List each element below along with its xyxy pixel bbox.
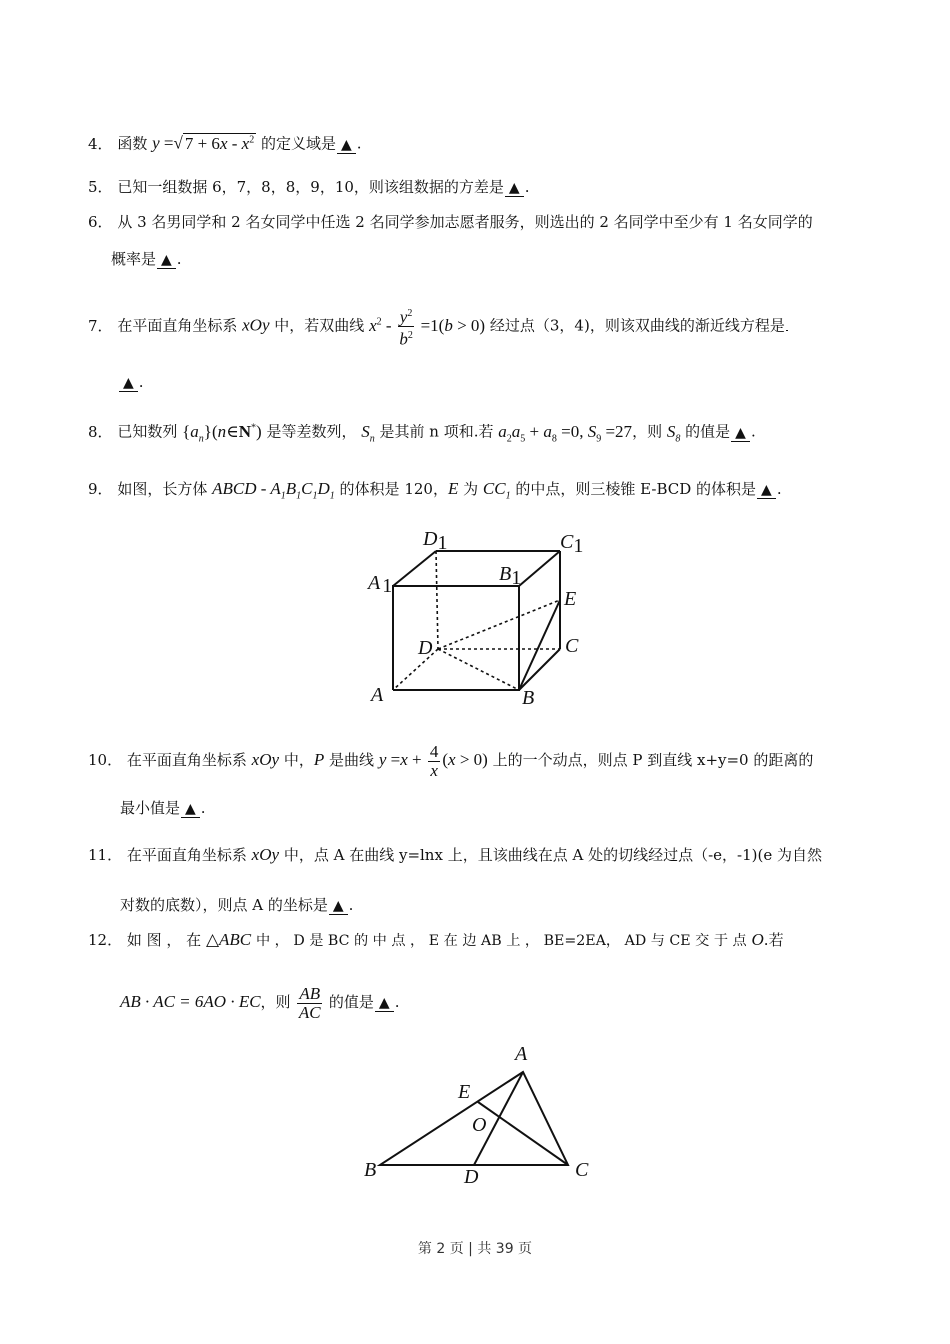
label-a1: A 1	[368, 572, 393, 597]
question-number: 10．	[88, 751, 123, 769]
question-number: 4．	[88, 134, 113, 153]
formula: y	[152, 133, 160, 153]
question-text: 在平面直角坐标系	[126, 751, 247, 769]
coordinate-system: xOy	[251, 750, 280, 769]
question-11	[88, 845, 822, 865]
point-p: P	[313, 750, 325, 769]
edge-cc1: $CC_1$	[482, 479, 511, 502]
question-text: 的值是	[685, 422, 731, 441]
condition-formula: $a_2a_5 + a_8 =0$, $S_9 =27$	[498, 421, 633, 445]
question-number: 11．	[88, 846, 123, 864]
label-b1: B1	[499, 563, 522, 589]
triangle-abc: △ABC	[205, 930, 252, 949]
question-number: 5．	[88, 178, 113, 196]
question-number: 9．	[88, 480, 113, 498]
question-number: 7．	[88, 316, 113, 335]
question-text: 如 图 ， 在	[126, 931, 202, 949]
fraction: $\frac{4}{x}$	[429, 741, 439, 780]
triangle-mark: ▲	[123, 375, 134, 391]
question-text: 上的一个动点，则点 P 到直线 x+y=0 的距离的	[492, 751, 814, 769]
question-4: 4． 函数 y =√ $7 + 6x - x^2$ 的定义域是 ▲ .	[88, 133, 362, 153]
question-number: 8．	[88, 422, 113, 441]
cuboid-name: ABCD - $A_1B_1C_1D_1$	[212, 479, 335, 502]
question-text: 的定义域是	[260, 134, 336, 153]
answer-blank	[181, 800, 200, 818]
formula: =√ $7 + 6x - x^2$	[159, 133, 255, 153]
question-text: .若	[763, 931, 784, 949]
question-text: 经过点（3，4)，则该双曲线的渐近线方程是	[489, 316, 785, 335]
triangle-figure	[0, 1030, 950, 1200]
label-c: C	[565, 635, 579, 657]
question-text: 在平面直角坐标系	[126, 846, 247, 864]
fraction-denominator: AC	[298, 1002, 321, 1022]
question-5: 5． 已知一组数据 6，7，8，8，9，10，则该组数据的方差是 ▲ .	[88, 178, 530, 196]
label-o: O	[472, 1114, 487, 1136]
triangle-mark: ▲	[508, 180, 520, 196]
question-12-cont: AB · AC = 6AO · EC，则 $\frac{AB}{AC}$ 的值是 ▲ .	[120, 983, 400, 1022]
curve-formula: y =x + $\frac{4}{x}$ (x > 0)	[378, 741, 488, 780]
point-e: E	[447, 479, 459, 498]
question-text: 如图，长方体	[117, 480, 208, 498]
question-6-cont: 概率是 ▲ .	[111, 250, 182, 268]
question-text: 的中点，则三棱锥 E-BCD 的体积是	[515, 480, 757, 498]
question-text: 函数	[117, 134, 148, 153]
answer-blank	[329, 897, 348, 915]
question-text: 从 3 名男同学和 2 名女同学中任选 2 名同学参加志愿者服务，则选出的 2 名同学中至少有 1 名女同学的	[117, 213, 813, 231]
point-o: O	[751, 930, 764, 949]
question-12	[88, 930, 784, 951]
question-text: 中 ， D 是 BC 的 中 点 ， E 在 边 AB 上 ， BE=2EA， AD 与 CE 交 于 点	[255, 933, 747, 949]
question-9: 9． 如图，长方体 ABCD - $A_1B_1C_1D_1$ 的体积是 120，E 为 $CC_1$ 的中点，则三棱锥 E-BCD 的体积是 ▲ .	[88, 479, 782, 502]
sequence-formula: $\{a_n\}(n\in N^*)$	[182, 421, 262, 445]
question-text: 概率是	[111, 250, 157, 268]
question-text: ，则	[632, 422, 663, 441]
answer-blank	[375, 994, 394, 1012]
question-number: 12．	[88, 931, 123, 949]
question-text: 中，	[283, 751, 314, 769]
coordinate-system: xOy	[242, 315, 270, 335]
triangle-mark: ▲	[378, 995, 390, 1011]
triangle-mark: ▲	[332, 898, 344, 914]
label-e: E	[564, 588, 577, 610]
triangle-mark: ▲	[185, 801, 196, 817]
radicand: $7 + 6x - x^2$	[184, 133, 255, 153]
label-b: B	[522, 687, 535, 709]
question-number: 6．	[88, 213, 113, 231]
label-a: A	[515, 1043, 528, 1065]
fraction-numerator: AB	[299, 983, 321, 1003]
label-d: D	[418, 637, 433, 659]
target-symbol: $S_8$	[666, 421, 681, 445]
label-d1: D1	[423, 528, 448, 554]
question-text: 是等差数列，	[266, 422, 357, 441]
question-text: 在平面直角坐标系	[117, 316, 238, 335]
ratio-fraction	[297, 985, 322, 1022]
question-text: 的体积是 120，	[339, 480, 448, 498]
hyperbola-formula: $x^2$ - $\frac{y^2}{b^2}$ =1(b > 0)	[369, 316, 485, 335]
page-footer: 第 2 页 | 共 39 页	[417, 1241, 533, 1257]
vector-equation: AB · AC = 6AO · EC	[120, 992, 261, 1011]
label-e: E	[458, 1081, 471, 1103]
question-8: 8． 已知数列 $\{a_n\}(n\in N^*)$ 是等差数列， $S_n$ 是其前 n 项和.若 $a_2a_5 + a_8 =0$, $S_9 =27$，则 $S_8$ 的值是 ▲ .	[88, 421, 756, 445]
question-text: 对数的底数），则点 A 的坐标是	[120, 896, 328, 914]
label-b: B	[364, 1159, 377, 1181]
label-c1: C1	[560, 531, 584, 557]
question-10	[88, 738, 813, 782]
triangle-mark: ▲	[761, 482, 772, 498]
sum-symbol: $S_n$	[361, 421, 375, 445]
question-text: 中，若双曲线	[274, 316, 365, 335]
question-text: 的值是	[328, 993, 374, 1011]
question-11-cont: 对数的底数），则点 A 的坐标是 ▲ .	[120, 896, 354, 914]
label-c: C	[575, 1159, 589, 1181]
coordinate-system: xOy	[251, 845, 280, 864]
question-text: 为	[463, 480, 479, 498]
question-text: 是曲线	[329, 751, 375, 769]
question-text: 最小值是	[120, 799, 181, 817]
question-text: ，则	[260, 993, 291, 1011]
triangle-mark: ▲	[341, 136, 352, 153]
label-a: A	[371, 684, 384, 706]
triangle-mark: ▲	[735, 424, 746, 441]
question-text: 已知一组数据 6，7，8，8，9，10，则该组数据的方差是	[117, 178, 504, 196]
question-text: 中，点 A 在曲线 y=lnx 上，且该曲线在点 A 处的切线经过点（-e，-1)(e 为自然	[283, 846, 822, 864]
triangle-mark: ▲	[161, 252, 172, 268]
label-d: D	[464, 1166, 479, 1188]
question-7-cont: ▲ .	[118, 372, 144, 392]
fraction: $\frac{y^2}{b^2}$	[398, 305, 415, 349]
question-text: 是其前 n 项和.若	[379, 422, 494, 441]
question-10-cont: 最小值是 ▲ .	[120, 799, 206, 817]
question-text: 已知数列	[117, 422, 178, 441]
